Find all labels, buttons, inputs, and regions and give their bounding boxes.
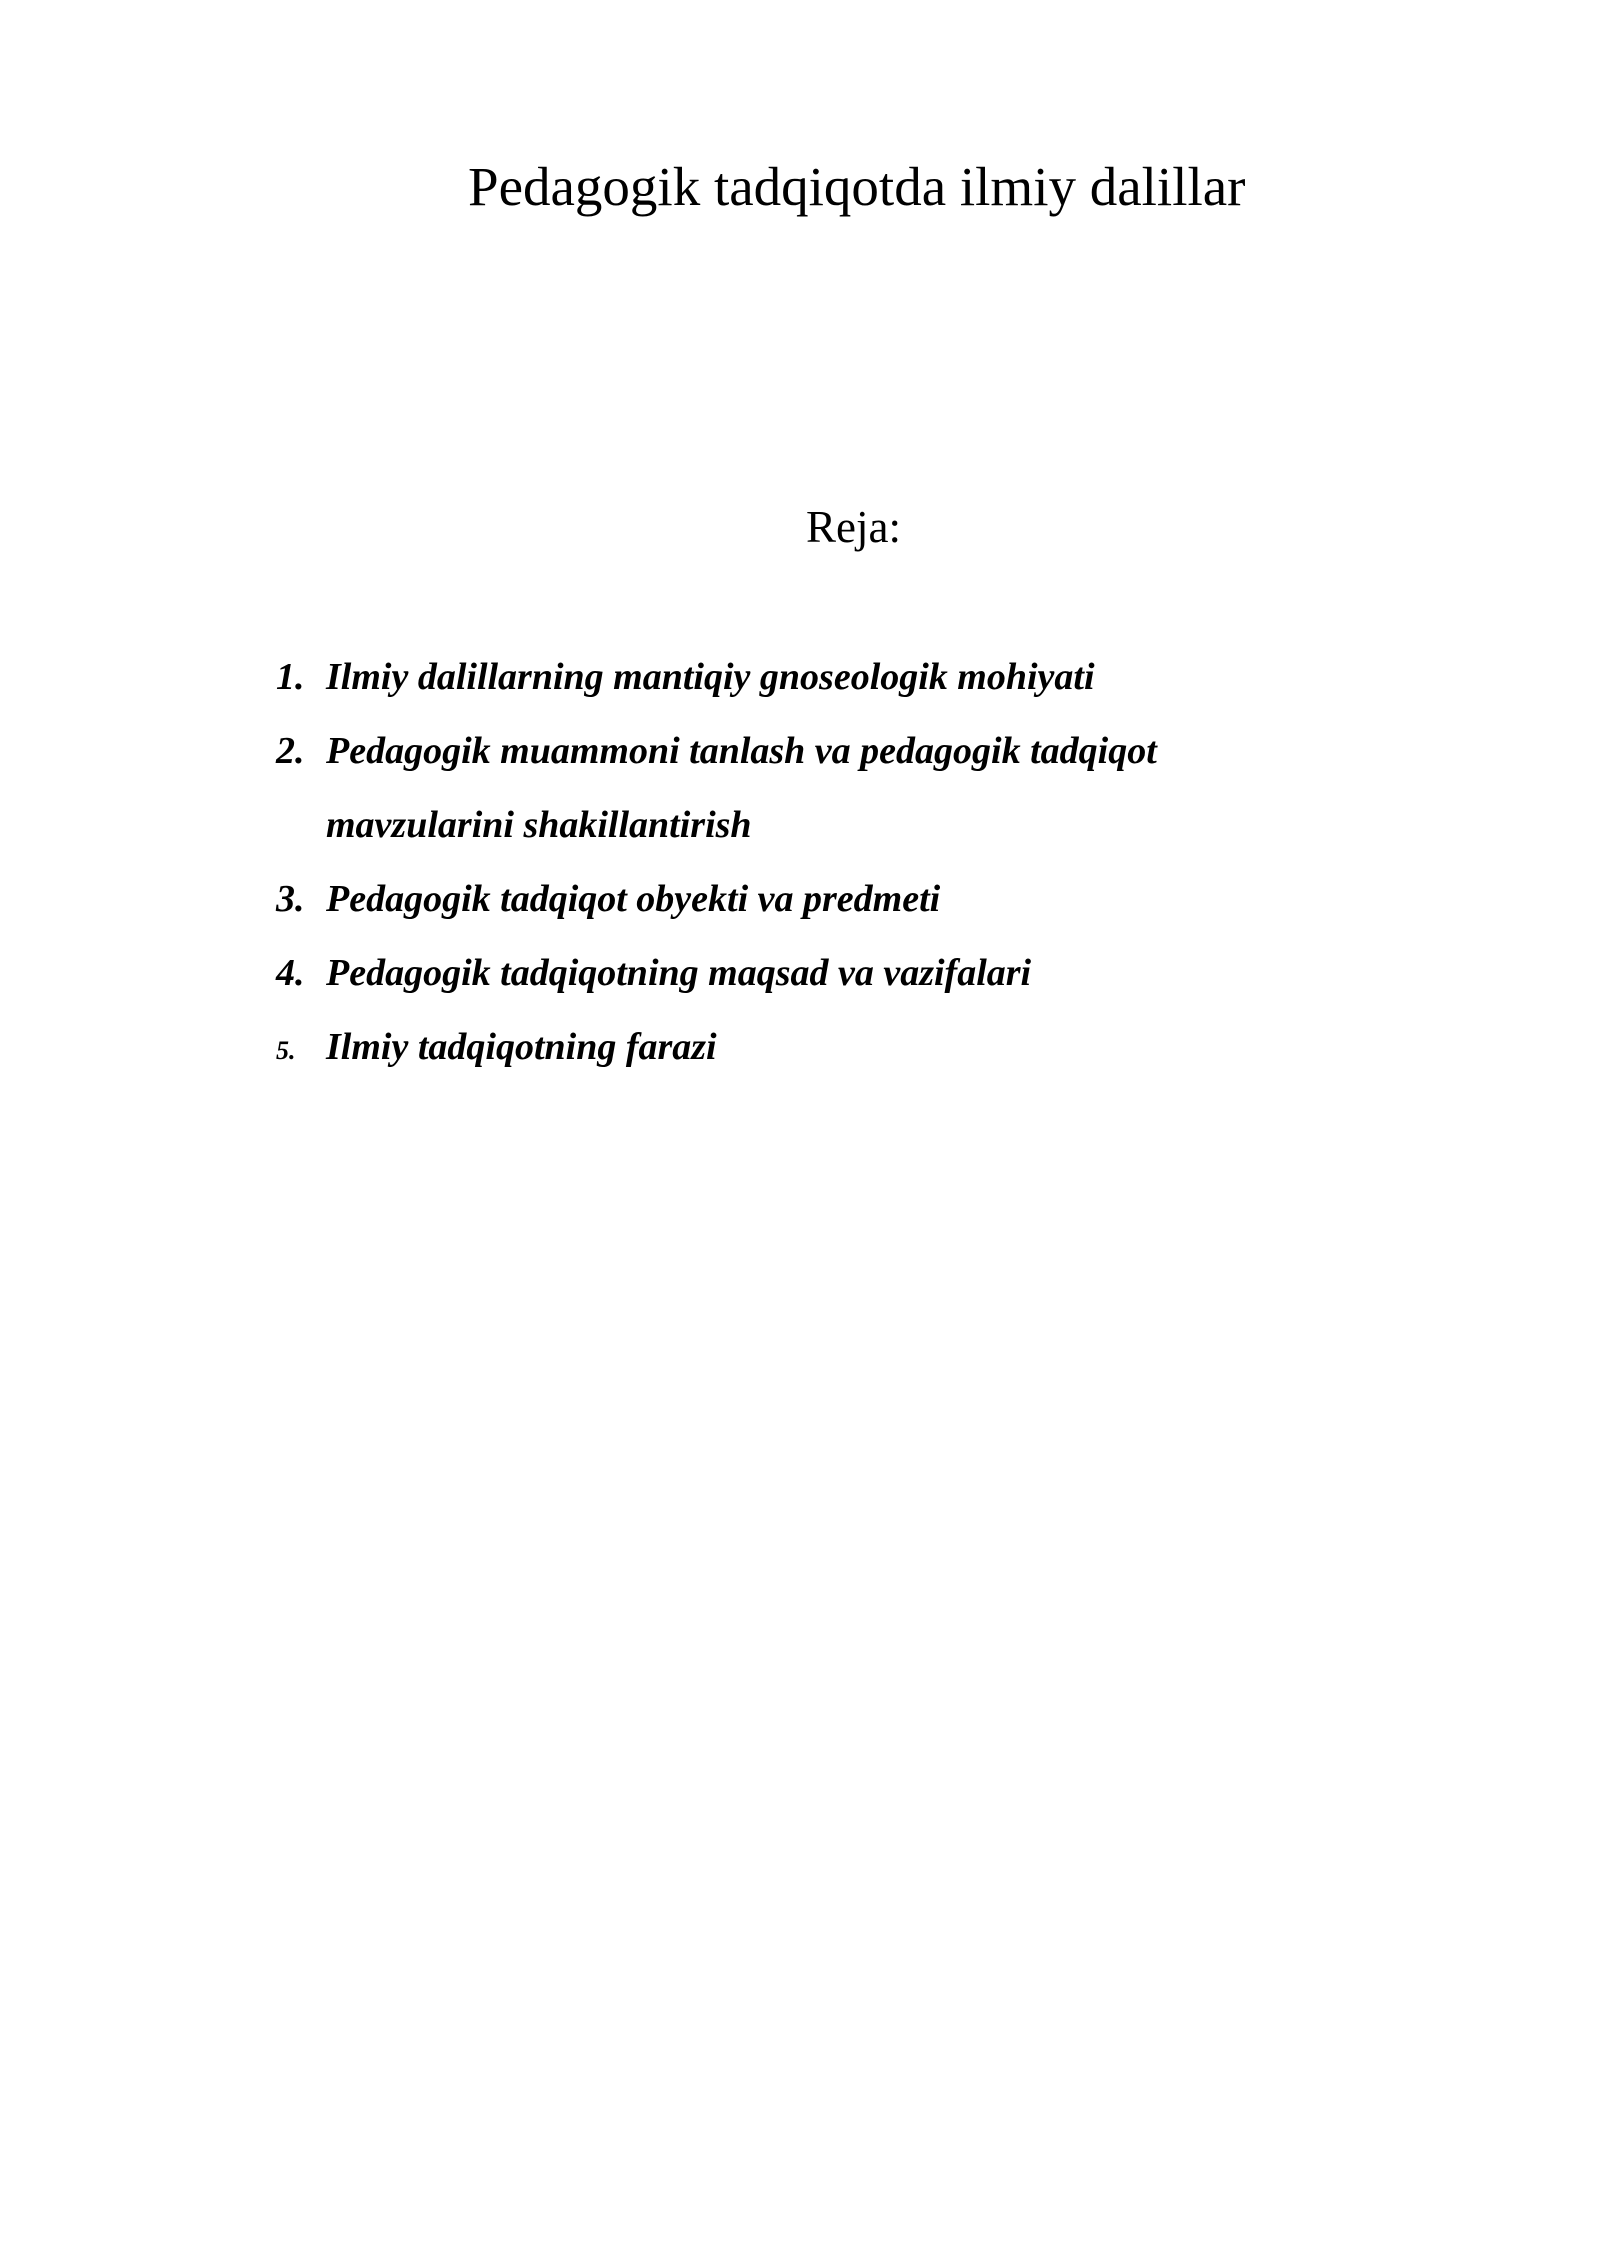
- plan-item-text: Pedagogik tadqiqot obyekti va predmeti: [326, 878, 941, 920]
- plan-item-text: Ilmiy dalillarning mantiqiy gnoseologik mohiyati: [326, 656, 1095, 698]
- plan-item-number: 3.: [276, 878, 305, 920]
- plan-item-text: Ilmiy tadqiqotning farazi: [326, 1026, 717, 1068]
- page-title: Pedagogik tadqiqotda ilmiy dalillar: [468, 156, 1246, 217]
- plan-item-text: Pedagogik tadqiqotning maqsad va vazifalari: [326, 952, 1032, 994]
- plan-item-text: Pedagogik muammoni tanlash va pedagogik tadqiqot mavzularini shakillantirish: [326, 730, 1157, 846]
- plan-item-number: 1.: [276, 656, 305, 698]
- plan-item-number: 2.: [276, 730, 305, 772]
- plan-item-number: 4.: [276, 952, 305, 994]
- plan-heading: Reja:: [806, 502, 901, 552]
- plan-item-number: 5.: [276, 1036, 296, 1065]
